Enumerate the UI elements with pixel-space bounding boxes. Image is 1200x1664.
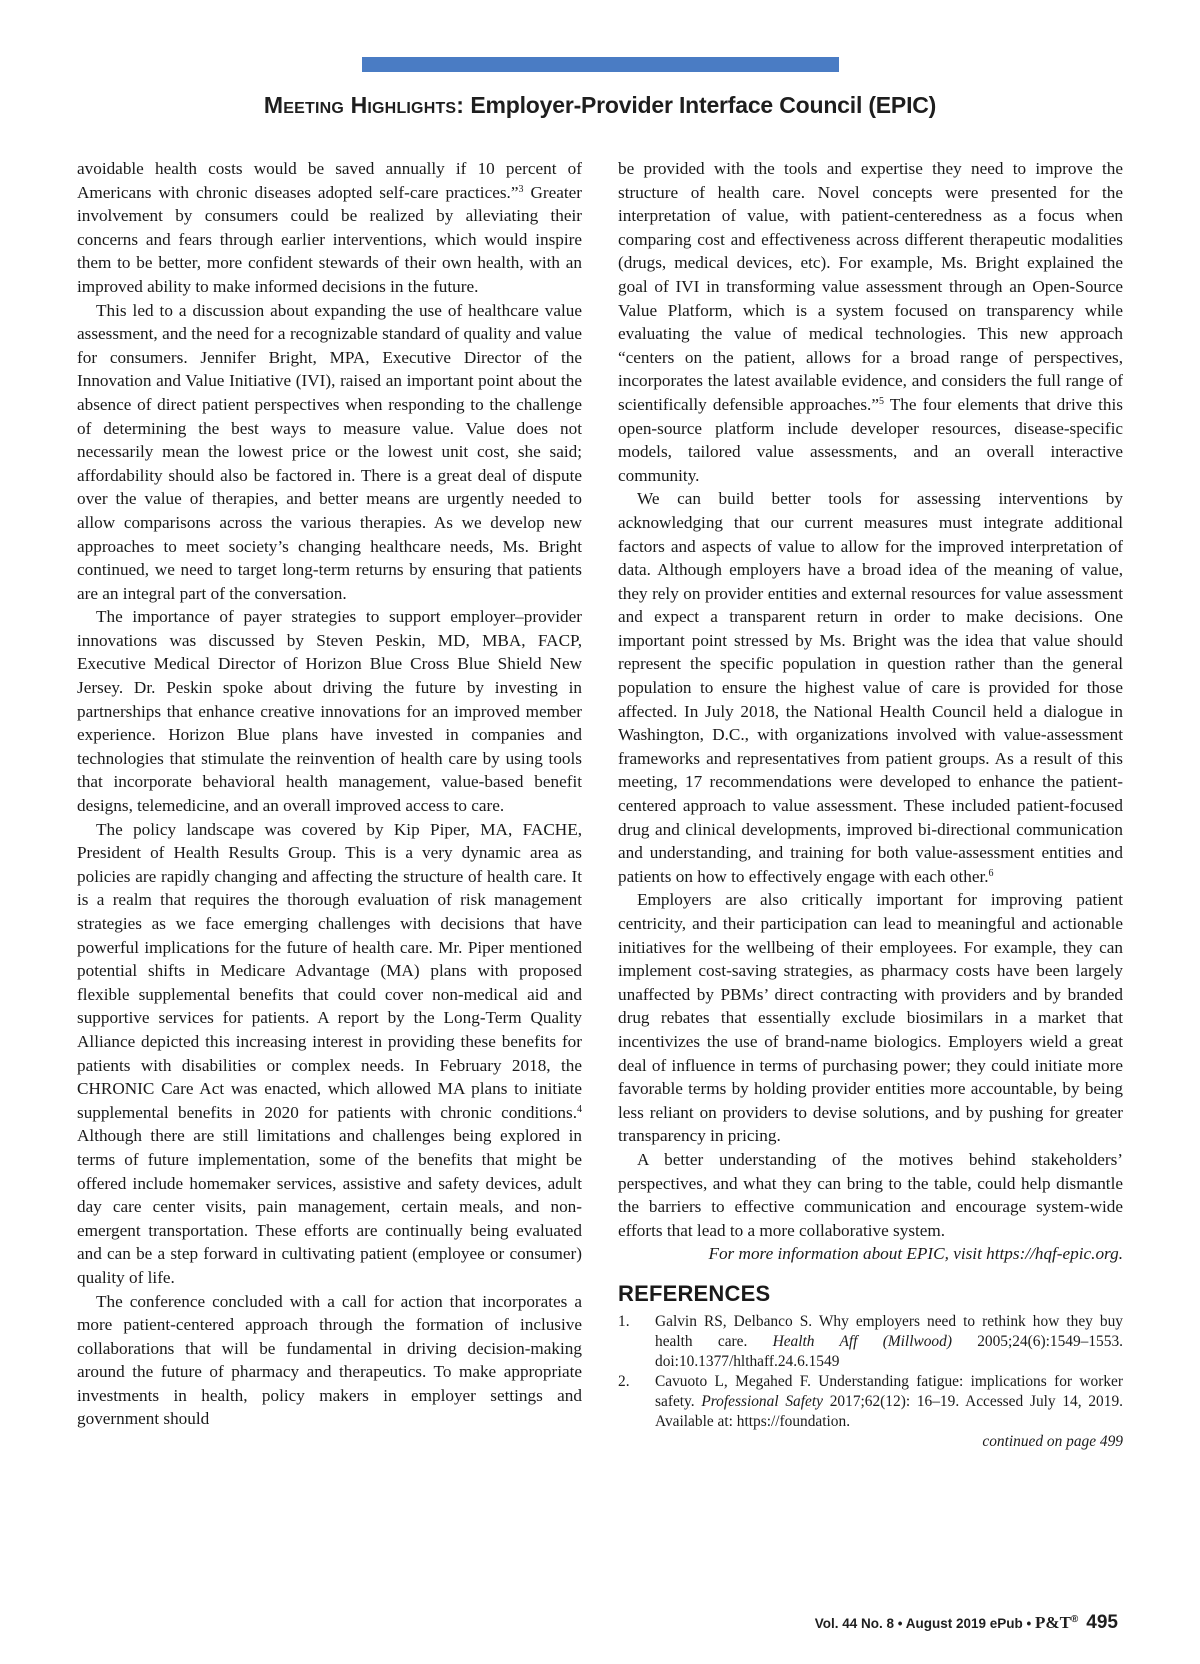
epic-info-line: For more information about EPIC, visit https://hqf-epic.org.	[708, 1244, 1123, 1264]
citation-6: 6	[988, 867, 994, 879]
text-span: The four elements that drive this open-source platform include developer resources, disease-specific models, tailored value assessments, and an overall interactive community.	[618, 394, 1123, 485]
running-head	[0, 92, 1200, 119]
citation-3: 3	[518, 183, 524, 195]
journal-logo: P&T	[1035, 1613, 1071, 1632]
page-number: 495	[1086, 1612, 1118, 1633]
citation-4: 4	[577, 1103, 582, 1115]
text-span: Galvin RS, Delbanco S. Why employers need to rethink how they buy health care.	[655, 1312, 1123, 1350]
left-paragraph-4	[77, 818, 582, 1290]
left-paragraph-2: This led to a discussion about expanding the use of healthcare value assessment, and the need for a recognizable standard of quality and value for consumers. Jennifer Bright, MPA, Executive Director of the Innovation and Value Initiative (IVI), raised an important point about the absence of direct patient perspectives when responding to the challenge of determining the best ways to measure value. Value does not necessarily mean the lowest price or the lowest unit cost, she said; affordability should also be factored in. There is a great deal of dispute over the value of therapies, and better means are urgently needed to allow comparisons across the various therapies. As we develop new approaches to meet society’s changing healthcare needs, Ms. Bright continued, we need to target long-term returns by ensuring that patients are an integral part of the conversation.	[77, 300, 582, 603]
reference-item	[618, 1372, 1123, 1432]
footer-separator: •	[1022, 1616, 1036, 1631]
left-paragraph-3: The importance of payer strategies to support employer–provider innovations was discussed by Steven Peskin, MD, MBA, FACP, Executive Medical Director of Horizon Blue Cross Blue Shield New Jersey. Dr. Peskin spoke about driving the future by investing in partnerships that enhance creative innovations for an improved member experience. Horizon Blue plans have invested in companies and technologies that stimulate the reinvention of health care by using tools that incorporate behavioral health management, value-based benefit designs, telemedicine, and an overall improved access to care.	[77, 607, 582, 816]
reference-journal: Health Aff (Millwood)	[772, 1332, 952, 1350]
reference-number: 1.	[618, 1312, 630, 1330]
left-paragraph-5: The conference concluded with a call for action that incorporates a more patient-centered approach through the formation of inclusive collaborations that will be fundamental in driving decision-making around the future of pharmacy and therapeutics. To make appropriate investments in health, policy makers in employer settings and government should	[77, 1291, 582, 1429]
text-span: Cavuoto L, Megahed F. Understanding fatigue: implications for worker safety.	[655, 1372, 1123, 1410]
reference-journal: Professional Safety	[701, 1392, 823, 1410]
text-span: 2017;62(12): 16–19. Accessed July 14, 2019. Available at: https://foundation.	[655, 1392, 1123, 1430]
text-span: 2005;24(6):1549–1553. doi:10.1377/hlthaff.24.6.1549	[655, 1332, 1123, 1370]
reference-number: 2.	[618, 1372, 630, 1390]
registered-mark: ®	[1070, 1614, 1079, 1625]
reference-item	[618, 1312, 1123, 1372]
text-span: The policy landscape was covered by Kip Piper, MA, FACHE, President of Health Results Group. This is a very dynamic area as policies are rapidly changing and affecting the structure of health care. It is a realm that requires the thorough evaluation of risk management strategies as we face emerging challenges with decisions that have powerful implications for the future of health care. Mr. Piper mentioned potential shifts in Medicare Advantage (MA) plans with proposed flexible supplemental benefits that could cover non-medical aid and supportive services for patients. A report by the Long-Term Quality Alliance depicted this increasing interest in providing these benefits for patients with disabilities or complex needs. In February 2018, the CHRONIC Care Act was enacted, which allowed MA plans to initiate supplemental benefits in 2020 for patients with chronic conditions.	[77, 819, 582, 1122]
footer-separator: •	[894, 1616, 906, 1631]
text-span: Greater involvement by consumers could be realized by alleviating their concerns and fears through earlier interventions, which would inspire them to be better, more confident stewards of their own health, with an improved ability to make informed decisions in the future.	[77, 182, 582, 296]
left-paragraph-1	[77, 157, 582, 299]
text-span: We can build better tools for assessing interventions by acknowledging that our current measures must integrate additional factors and aspects of value to allow for the improved interpretation of data. Although employers have a broad idea of the meaning of value, they rely on provider entities and external resources for value assessment and expect a transparent return in order to make decisions. One important point stressed by Ms. Bright was the idea that value should represent the specific population in question rather than the general population to ensure the highest value of care is provided for those affected. In July 2018, the National Health Council held a dialogue in Washington, D.C., with organizations involved with value-assessment frameworks and representatives from patient groups. As a result of this meeting, 17 recommendations were developed to enhance the patient-centered approach to value assessment. These included patient-focused drug and clinical developments, improved bi-directional communication and understanding, and training for both value-assessment entities and patients on how to effectively engage with each other.	[618, 489, 1123, 886]
header-accent-bar	[362, 57, 839, 72]
right-paragraph-2	[618, 487, 1123, 888]
right-column	[618, 157, 1123, 1452]
citation-5: 5	[878, 395, 884, 407]
references-heading: REFERENCES	[618, 1280, 771, 1306]
left-column	[77, 157, 582, 1431]
page-footer	[815, 1612, 1118, 1634]
right-paragraph-1	[618, 157, 1123, 487]
references-list	[618, 1312, 1123, 1432]
continued-note: continued on page 499	[982, 1432, 1123, 1450]
running-head-title: Employer-Provider Interface Council (EPIC)	[464, 92, 937, 118]
text-span: Although there are still limitations and challenges being explored in terms of future implementation, some of the benefits that might be offered include homemaker services, assistive and safety devices, adult day care center visits, pain management, certain meals, and non-emergent transportation. These efforts are continually being evaluated and can be a step forward in cultivating patient (employee or consumer) quality of life.	[77, 1126, 582, 1287]
footer-volume: Vol. 44 No. 8	[814, 1616, 895, 1631]
running-head-lead: Meeting Highlights:	[263, 92, 465, 118]
right-paragraph-3: Employers are also critically important for improving patient centricity, and their participation can lead to meaningful and actionable initiatives for the wellbeing of their employees. For example, they can implement cost-saving strategies, as pharmacy costs have been largely unaffected by PBMs’ direct contracting with providers and by branded drug rebates that essentially exclude biosimilars in a market that incentivizes the use of brand-name biologics. Employers wield a great deal of influence in terms of purchasing power; they could initiate more favorable terms by holding provider entities more accountable, by being less reliant on providers to devise solutions, and by pushing for greater transparency in pricing.	[618, 890, 1123, 1146]
right-paragraph-4: A better understanding of the motives behind stakeholders’ perspectives, and what they can bring to the table, could help dismantle the barriers to effective communication and encourage system-wide efforts that lead to a more collaborative system.	[618, 1149, 1123, 1240]
footer-date: August 2019 ePub	[905, 1616, 1023, 1631]
text-span: be provided with the tools and expertise they need to improve the structure of health care. Novel concepts were presented for the interpretation of value, with patient-centeredness as a focus when comparing cost and effectiveness across different therapeutic modalities (drugs, medical devices, etc). For example, Ms. Bright explained the goal of IVI in transforming value assessment through an Open-Source Value Platform, which is a system focused on transparency while evaluating the value of medical technologies. This new approach “centers on the patient, allows for a broad range of perspectives, incorporates the latest available evidence, and considers the full range of scientifically defensible approaches.”	[618, 159, 1123, 414]
text-span: avoidable health costs would be saved annually if 10 percent of Americans with chronic diseases adopted self-care practices.”	[77, 159, 582, 202]
